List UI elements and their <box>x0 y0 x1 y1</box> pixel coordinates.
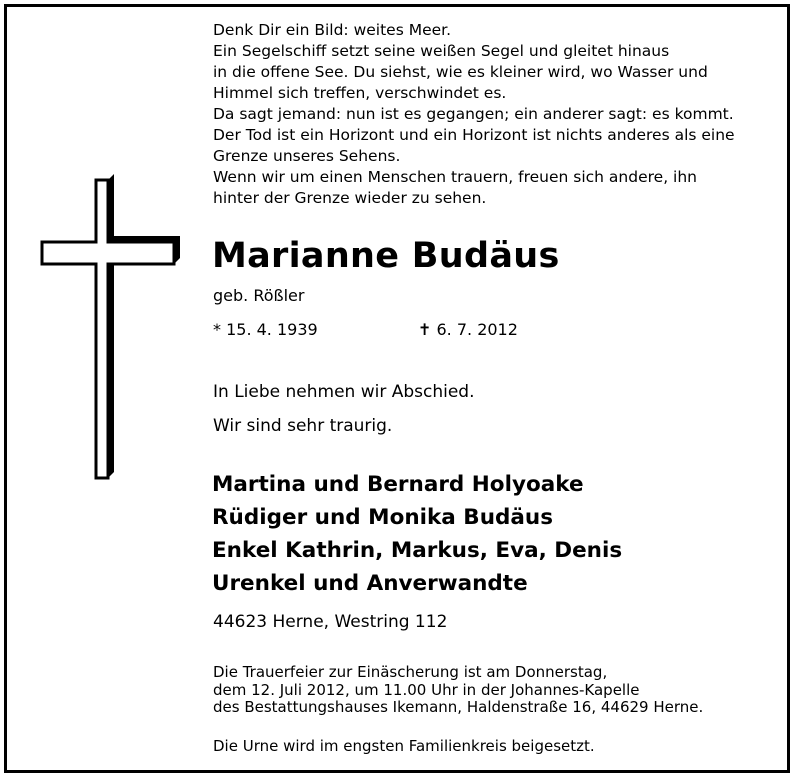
birth-date: * 15. 4. 1939 <box>213 320 318 339</box>
poem-line: Denk Dir ein Bild: weites Meer. <box>213 21 452 39</box>
notice-line: des Bestattungshauses Ikemann, Haldenstraße 16, 44629 Herne. <box>213 698 704 716</box>
poem-line: Der Tod ist ein Horizont und ein Horizont ist nichts anderes als eine <box>213 126 735 144</box>
farewell-text <box>213 375 475 443</box>
poem-line: Ein Segelschiff setzt seine weißen Segel und gleitet hinaus <box>213 42 670 60</box>
mourners-list <box>212 468 622 600</box>
funeral-notice <box>213 664 703 717</box>
poem-line: hinter der Grenze wieder zu sehen. <box>213 189 487 207</box>
mourner-line: Rüdiger und Monika Budäus <box>212 505 553 530</box>
address: 44623 Herne, Westring 112 <box>213 612 448 632</box>
born-name: geb. Rößler <box>213 286 305 305</box>
cross-icon <box>30 170 180 484</box>
poem-line: Wenn wir um einen Menschen trauern, freuen sich andere, ihn <box>213 168 698 186</box>
poem <box>213 20 735 209</box>
farewell-line: In Liebe nehmen wir Abschied. <box>213 382 475 402</box>
notice-line: dem 12. Juli 2012, um 11.00 Uhr in der Johannes-Kapelle <box>213 680 640 699</box>
death-date: ✝ 6. 7. 2012 <box>418 320 518 339</box>
poem-line: Himmel sich treffen, verschwindet es. <box>213 84 507 102</box>
farewell-line: Wir sind sehr traurig. <box>213 416 393 436</box>
mourner-line: Martina und Bernard Holyoake <box>212 472 584 497</box>
deceased-name: Marianne Budäus <box>212 236 560 276</box>
poem-line: in die offene See. Du siehst, wie es kleiner wird, wo Wasser und <box>213 63 708 81</box>
poem-line: Da sagt jemand: nun ist es gegangen; ein anderer sagt: es kommt. <box>213 105 734 123</box>
mourner-line: Enkel Kathrin, Markus, Eva, Denis <box>212 538 623 563</box>
urn-notice: Die Urne wird im engsten Familienkreis beigesetzt. <box>213 737 595 755</box>
mourner-line: Urenkel und Anverwandte <box>212 571 528 596</box>
poem-line: Grenze unseres Sehens. <box>213 147 401 165</box>
notice-line: Die Trauerfeier zur Einäscherung ist am Donnerstag, <box>213 663 608 681</box>
